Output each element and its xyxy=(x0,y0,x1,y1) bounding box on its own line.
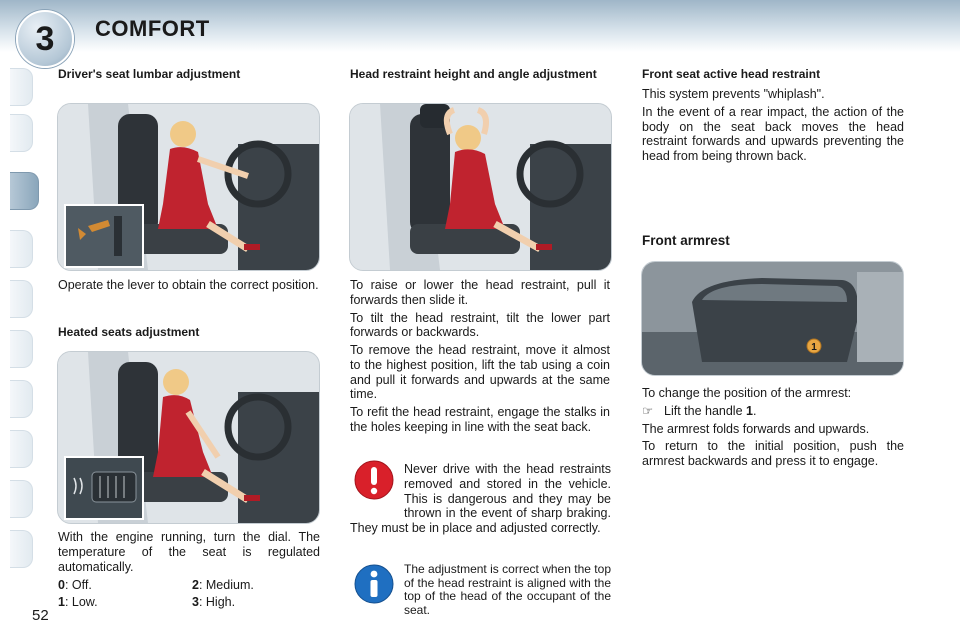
heated-heading-block xyxy=(58,325,320,339)
head-restraint-paragraph: To remove the head restraint, move it almost to the highest position, lift the tab using a coin and pull it forwards and upwards at the same time. xyxy=(350,343,610,402)
armrest-bullet: ☞ Lift the handle 1. xyxy=(642,403,757,418)
chapter-tab[interactable] xyxy=(10,530,33,568)
heated-setting: 1: Low. xyxy=(58,594,98,609)
chapter-tab[interactable] xyxy=(10,114,33,152)
lumbar-text-block xyxy=(58,278,320,296)
active-restraint-paragraph: This system prevents "whiplash". xyxy=(642,87,825,102)
chapter-title: COMFORT xyxy=(95,16,210,41)
chapter-number: 3 xyxy=(35,19,55,58)
head-restraint-paragraph: To raise or lower the head restraint, pull it forwards then slide it. xyxy=(350,278,610,307)
heated-text: With the engine running, turn the dial. The temperature of the seat is regulated automatically. xyxy=(58,530,320,574)
head-restraint-paragraph: To refit the head restraint, engage the stalks in the holes keeping in line with the seat back. xyxy=(350,405,610,434)
heated-settings xyxy=(58,578,320,610)
armrest-paragraph: To return to the initial position, push the armrest backwards and press it to engage. xyxy=(642,439,904,468)
armrest-heading-block xyxy=(642,233,904,249)
armrest-text-block xyxy=(642,386,904,472)
head-restraint-illustration xyxy=(349,103,612,271)
armrest-callout-label: 1 xyxy=(811,342,817,353)
head-restraint-text-block xyxy=(350,278,610,438)
heated-settings-row xyxy=(58,578,320,593)
active-restraint-paragraph: In the event of a rear impact, the action of the body on the seat back moves the head restraint forwards and upwards preventing the head from being thrown back. xyxy=(642,104,904,164)
lumbar-lever-inset xyxy=(64,204,144,268)
heated-settings-row xyxy=(58,595,320,610)
head-restraint-paragraph: To tilt the head restraint, tilt the lower part forwards or backwards. xyxy=(350,310,610,340)
armrest-title: Front armrest xyxy=(642,233,730,248)
head-restraint-heading-block xyxy=(350,67,610,81)
armrest-intro: To change the position of the armrest: xyxy=(642,386,852,400)
chapter-tab[interactable] xyxy=(10,330,33,368)
chapter-number-badge xyxy=(16,10,74,68)
active-restraint-title: Front seat active head restraint xyxy=(642,67,821,81)
info-block xyxy=(404,563,611,621)
heated-setting: 0: Off. xyxy=(58,578,92,592)
chapter-tab[interactable] xyxy=(10,380,33,418)
armrest-illustration xyxy=(641,261,904,376)
lumbar-heading-block xyxy=(58,67,320,81)
warning-text: Never drive with the head restraints removed and stored in the vehicle. This is dangerous and they may be thrown in the event of sharp braking. They must be in place and adjusted correctly. xyxy=(350,462,611,535)
heated-setting: 3: High. xyxy=(192,594,236,609)
heated-dial-inset xyxy=(64,456,144,520)
warning-block xyxy=(350,462,611,539)
chapter-tabs xyxy=(10,68,32,568)
chapter-tab[interactable] xyxy=(10,230,33,268)
heated-setting: 2: Medium. xyxy=(192,578,254,592)
page-number: 52 xyxy=(32,607,49,624)
info-text: The adjustment is correct when the top of the head restraint is aligned with the top of the head of the occupant of the seat. xyxy=(404,562,611,618)
pointing-hand-icon: ☞ xyxy=(642,403,654,418)
chapter-tab[interactable] xyxy=(10,68,33,106)
lumbar-title: Driver's seat lumbar adjustment xyxy=(58,67,241,81)
chapter-tab[interactable] xyxy=(10,430,33,468)
head-restraint-title: Head restraint height and angle adjustment xyxy=(350,67,597,81)
heated-seat-illustration xyxy=(57,351,320,524)
heated-title: Heated seats adjustment xyxy=(58,325,200,339)
lumbar-illustration xyxy=(57,103,320,271)
armrest-paragraph: The armrest folds forwards and upwards. xyxy=(642,421,870,436)
active-restraint-block xyxy=(642,67,904,167)
info-icon xyxy=(354,564,394,604)
chapter-tab-active[interactable] xyxy=(10,172,39,210)
lumbar-text: Operate the lever to obtain the correct position. xyxy=(58,278,319,292)
heated-text-block xyxy=(58,530,320,577)
chapter-tab[interactable] xyxy=(10,280,33,318)
chapter-tab[interactable] xyxy=(10,480,33,518)
